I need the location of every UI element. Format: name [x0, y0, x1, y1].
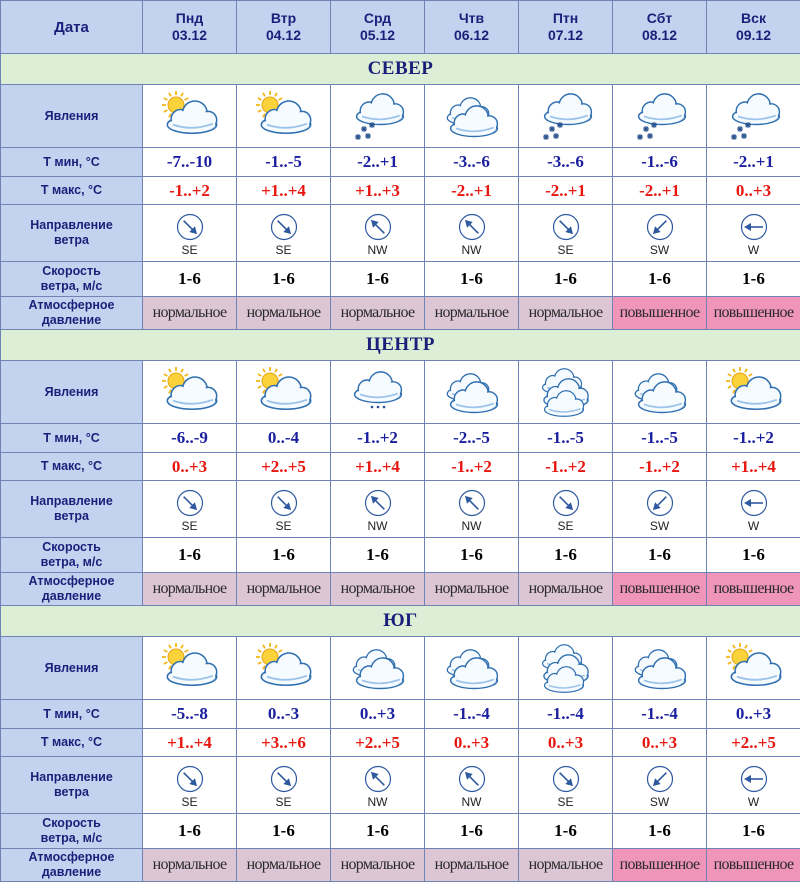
tmax-row: [1, 729, 800, 757]
tmax-value: 0..+3: [613, 729, 707, 757]
compass-arrow-icon: [143, 764, 236, 794]
pressure-value: нормальное: [143, 573, 237, 606]
tmax-value: 0..+3: [143, 453, 237, 481]
row-label: [1, 729, 143, 757]
wind-speed-value: 1-6: [237, 538, 331, 573]
tmin-value: -1..-6: [613, 148, 707, 177]
day-of-week: Сбт: [647, 10, 672, 26]
row-label-text: Атмосферное: [29, 298, 115, 312]
wind-speed-value: 1-6: [519, 814, 613, 849]
compass-arrow-icon: [331, 212, 424, 242]
tmin-value: -1..-5: [519, 424, 613, 453]
row-label-text: ветра: [54, 233, 89, 247]
partly-cloudy-icon: [237, 641, 330, 695]
overcast-icon: [519, 641, 612, 695]
wind-direction-cell: [143, 481, 237, 538]
wind-direction-cell: [143, 757, 237, 814]
wind-speed-value: 1-6: [613, 538, 707, 573]
row-label: [1, 85, 143, 148]
compass-arrow-icon: [613, 488, 706, 518]
pressure-value: нормальное: [331, 297, 425, 330]
cloud-light-snow-icon: [331, 365, 424, 419]
region-header-row: [1, 54, 800, 85]
day-of-week: Птн: [553, 10, 578, 26]
row-label: [1, 757, 143, 814]
compass-arrow-icon: [143, 212, 236, 242]
day-date: 09.12: [736, 27, 771, 43]
row-label: [1, 481, 143, 538]
row-label-text: ветра, м/с: [41, 831, 103, 845]
wind-speed-value: 1-6: [519, 262, 613, 297]
wind-direction-label: SE: [143, 243, 236, 257]
weather-cell: [425, 85, 519, 148]
tmin-value: 0..-3: [237, 700, 331, 729]
tmax-value: -2..+1: [613, 177, 707, 205]
tmin-value: 0..-4: [237, 424, 331, 453]
weather-cell: [707, 637, 800, 700]
tmin-value: -1..-4: [519, 700, 613, 729]
tmax-row: [1, 453, 800, 481]
compass-arrow-icon: [237, 764, 330, 794]
wind-direction-cell: [613, 481, 707, 538]
day-header: [425, 1, 519, 54]
cloudy-icon: [425, 641, 518, 695]
weather-cell: [143, 637, 237, 700]
row-label-text: Направление: [30, 218, 113, 232]
partly-cloudy-icon: [143, 89, 236, 143]
tmin-value: -1..+2: [707, 424, 800, 453]
wind-speed-value: 1-6: [707, 538, 800, 573]
wind-speed-value: 1-6: [519, 538, 613, 573]
tmax-value: 0..+3: [707, 177, 800, 205]
cloudy-icon: [613, 365, 706, 419]
compass-arrow-icon: [707, 212, 800, 242]
pressure-value: повышенное: [707, 297, 800, 330]
wind-direction-label: W: [707, 795, 800, 809]
row-label: [1, 361, 143, 424]
wind-direction-label: W: [707, 243, 800, 257]
partly-cloudy-icon: [237, 89, 330, 143]
wind-direction-cell: [707, 205, 800, 262]
day-of-week: Вск: [741, 10, 766, 26]
wind-direction-cell: [613, 757, 707, 814]
compass-arrow-icon: [331, 488, 424, 518]
weather-cell: [331, 85, 425, 148]
day-header: [613, 1, 707, 54]
tmin-value: -1..-5: [237, 148, 331, 177]
phenomena-row: [1, 637, 800, 700]
row-label: [1, 637, 143, 700]
wind-direction-label: SE: [143, 795, 236, 809]
row-label-text: Скорость: [42, 540, 101, 554]
tmin-value: -3..-6: [425, 148, 519, 177]
day-of-week: Втр: [271, 10, 296, 26]
row-label-text: давление: [42, 865, 101, 879]
weather-cell: [237, 85, 331, 148]
pressure-value: нормальное: [425, 849, 519, 882]
compass-arrow-icon: [613, 212, 706, 242]
day-header: [143, 1, 237, 54]
wind-speed-row: [1, 262, 800, 297]
tmax-value: +3..+6: [237, 729, 331, 757]
day-date: 03.12: [172, 27, 207, 43]
row-label-text: Т мин, °С: [43, 707, 100, 721]
wind-direction-label: NW: [331, 795, 424, 809]
wind-speed-value: 1-6: [331, 538, 425, 573]
wind-direction-label: SW: [613, 243, 706, 257]
region-title: СЕВЕР: [1, 54, 800, 85]
header-row: [1, 1, 800, 54]
tmax-value: +1..+4: [143, 729, 237, 757]
tmax-value: -1..+2: [425, 453, 519, 481]
tmax-value: +1..+4: [331, 453, 425, 481]
row-label: [1, 453, 143, 481]
wind-speed-value: 1-6: [707, 814, 800, 849]
wind-direction-row: [1, 757, 800, 814]
wind-direction-label: NW: [425, 243, 518, 257]
partly-cloudy-icon: [143, 365, 236, 419]
pressure-value: нормальное: [143, 297, 237, 330]
tmax-value: -2..+1: [519, 177, 613, 205]
wind-speed-value: 1-6: [143, 538, 237, 573]
pressure-value: повышенное: [707, 573, 800, 606]
day-of-week: Срд: [364, 10, 391, 26]
day-header: [519, 1, 613, 54]
day-date: 06.12: [454, 27, 489, 43]
row-label-text: Явления: [45, 385, 99, 399]
cloudy-icon: [613, 641, 706, 695]
wind-direction-cell: [707, 481, 800, 538]
pressure-value: нормальное: [425, 573, 519, 606]
weather-cell: [425, 637, 519, 700]
cloud-snow-icon: [519, 89, 612, 143]
row-label: [1, 849, 143, 882]
row-label-text: давление: [42, 313, 101, 327]
wind-speed-row: [1, 538, 800, 573]
tmax-value: 0..+3: [425, 729, 519, 757]
weather-cell: [519, 361, 613, 424]
row-label: [1, 700, 143, 729]
row-label: [1, 177, 143, 205]
tmax-row: [1, 177, 800, 205]
row-label: [1, 573, 143, 606]
wind-speed-value: 1-6: [425, 814, 519, 849]
wind-direction-row: [1, 481, 800, 538]
day-date: 05.12: [360, 27, 395, 43]
wind-direction-label: W: [707, 519, 800, 533]
compass-arrow-icon: [707, 488, 800, 518]
compass-arrow-icon: [425, 488, 518, 518]
tmin-value: -2..+1: [707, 148, 800, 177]
row-label: [1, 205, 143, 262]
wind-direction-cell: [237, 205, 331, 262]
row-label: [1, 148, 143, 177]
pressure-value: нормальное: [331, 849, 425, 882]
row-label-text: ветра, м/с: [41, 279, 103, 293]
row-label-text: ветра: [54, 785, 89, 799]
tmax-value: +1..+4: [707, 453, 800, 481]
tmin-value: 0..+3: [707, 700, 800, 729]
wind-direction-label: SE: [519, 795, 612, 809]
weather-cell: [331, 637, 425, 700]
wind-speed-value: 1-6: [613, 262, 707, 297]
pressure-value: нормальное: [143, 849, 237, 882]
pressure-value: повышенное: [707, 849, 800, 882]
weather-cell: [237, 637, 331, 700]
tmin-value: -7..-10: [143, 148, 237, 177]
day-header: [237, 1, 331, 54]
date-column-header: Дата: [1, 1, 143, 54]
tmin-row: [1, 700, 800, 729]
wind-speed-row: [1, 814, 800, 849]
region-title: ЮГ: [1, 606, 800, 637]
wind-speed-value: 1-6: [425, 262, 519, 297]
tmin-value: -1..-5: [613, 424, 707, 453]
wind-speed-value: 1-6: [237, 814, 331, 849]
wind-direction-cell: [613, 205, 707, 262]
wind-speed-value: 1-6: [331, 262, 425, 297]
weather-cell: [707, 361, 800, 424]
compass-arrow-icon: [425, 764, 518, 794]
region-title: ЦЕНТР: [1, 330, 800, 361]
cloud-snow-icon: [331, 89, 424, 143]
weather-cell: [613, 361, 707, 424]
wind-speed-value: 1-6: [425, 538, 519, 573]
tmax-value: +1..+4: [237, 177, 331, 205]
weather-cell: [707, 85, 800, 148]
wind-speed-value: 1-6: [143, 814, 237, 849]
tmax-value: -1..+2: [613, 453, 707, 481]
wind-direction-cell: [425, 757, 519, 814]
wind-direction-cell: [331, 205, 425, 262]
tmin-value: -1..-4: [425, 700, 519, 729]
wind-direction-cell: [237, 757, 331, 814]
cloud-snow-icon: [707, 89, 800, 143]
tmax-value: 0..+3: [519, 729, 613, 757]
day-date: 08.12: [642, 27, 677, 43]
compass-arrow-icon: [707, 764, 800, 794]
tmin-value: -1..+2: [331, 424, 425, 453]
wind-direction-label: NW: [425, 519, 518, 533]
pressure-value: нормальное: [519, 573, 613, 606]
wind-direction-cell: [519, 205, 613, 262]
weather-cell: [425, 361, 519, 424]
pressure-value: нормальное: [237, 849, 331, 882]
day-header: [707, 1, 800, 54]
compass-arrow-icon: [519, 212, 612, 242]
tmin-row: [1, 148, 800, 177]
wind-direction-label: SE: [237, 795, 330, 809]
wind-speed-value: 1-6: [143, 262, 237, 297]
pressure-value: повышенное: [613, 297, 707, 330]
row-label-text: Явления: [45, 661, 99, 675]
compass-arrow-icon: [519, 764, 612, 794]
partly-cloudy-icon: [237, 365, 330, 419]
row-label-text: Атмосферное: [29, 850, 115, 864]
weather-cell: [613, 637, 707, 700]
row-label-text: Т макс, °С: [41, 459, 102, 473]
tmin-row: [1, 424, 800, 453]
weather-cell: [331, 361, 425, 424]
wind-direction-cell: [143, 205, 237, 262]
tmax-value: +2..+5: [237, 453, 331, 481]
wind-direction-label: SE: [237, 243, 330, 257]
row-label: [1, 538, 143, 573]
row-label-text: Скорость: [42, 264, 101, 278]
day-date: 07.12: [548, 27, 583, 43]
compass-arrow-icon: [237, 488, 330, 518]
wind-direction-label: SE: [519, 519, 612, 533]
wind-speed-value: 1-6: [331, 814, 425, 849]
row-label-text: Т макс, °С: [41, 735, 102, 749]
tmax-value: +2..+5: [331, 729, 425, 757]
pressure-value: нормальное: [519, 849, 613, 882]
wind-direction-cell: [331, 757, 425, 814]
phenomena-row: [1, 85, 800, 148]
pressure-row: [1, 849, 800, 882]
tmax-value: -1..+2: [143, 177, 237, 205]
partly-cloudy-icon: [707, 365, 800, 419]
weather-cell: [519, 85, 613, 148]
region-header-row: [1, 330, 800, 361]
wind-speed-value: 1-6: [707, 262, 800, 297]
wind-direction-label: SW: [613, 795, 706, 809]
wind-direction-label: SE: [519, 243, 612, 257]
cloudy-icon: [425, 89, 518, 143]
wind-direction-cell: [425, 481, 519, 538]
wind-direction-label: NW: [425, 795, 518, 809]
row-label-text: ветра: [54, 509, 89, 523]
tmax-value: +2..+5: [707, 729, 800, 757]
day-of-week: Чтв: [459, 10, 484, 26]
pressure-value: повышенное: [613, 849, 707, 882]
row-label-text: Атмосферное: [29, 574, 115, 588]
row-label: [1, 424, 143, 453]
phenomena-row: [1, 361, 800, 424]
tmin-value: -2..-5: [425, 424, 519, 453]
wind-direction-cell: [519, 757, 613, 814]
wind-direction-cell: [425, 205, 519, 262]
tmax-value: +1..+3: [331, 177, 425, 205]
pressure-row: [1, 297, 800, 330]
cloudy-icon: [331, 641, 424, 695]
row-label: [1, 814, 143, 849]
wind-direction-cell: [707, 757, 800, 814]
weather-cell: [143, 361, 237, 424]
pressure-value: нормальное: [519, 297, 613, 330]
row-label-text: ветра, м/с: [41, 555, 103, 569]
row-label-text: давление: [42, 589, 101, 603]
row-label-text: Т макс, °С: [41, 183, 102, 197]
pressure-value: нормальное: [237, 297, 331, 330]
day-date: 04.12: [266, 27, 301, 43]
wind-speed-value: 1-6: [613, 814, 707, 849]
pressure-value: нормальное: [237, 573, 331, 606]
pressure-value: нормальное: [425, 297, 519, 330]
pressure-row: [1, 573, 800, 606]
pressure-value: повышенное: [613, 573, 707, 606]
day-of-week: Пнд: [176, 10, 203, 26]
compass-arrow-icon: [519, 488, 612, 518]
tmin-value: -1..-4: [613, 700, 707, 729]
wind-direction-row: [1, 205, 800, 262]
partly-cloudy-icon: [707, 641, 800, 695]
wind-direction-cell: [237, 481, 331, 538]
compass-arrow-icon: [143, 488, 236, 518]
wind-direction-cell: [331, 481, 425, 538]
pressure-value: нормальное: [331, 573, 425, 606]
compass-arrow-icon: [331, 764, 424, 794]
weather-cell: [613, 85, 707, 148]
wind-direction-label: SE: [237, 519, 330, 533]
row-label-text: Направление: [30, 770, 113, 784]
wind-direction-label: NW: [331, 243, 424, 257]
compass-arrow-icon: [425, 212, 518, 242]
cloudy-icon: [425, 365, 518, 419]
wind-direction-cell: [519, 481, 613, 538]
wind-direction-label: NW: [331, 519, 424, 533]
row-label: [1, 297, 143, 330]
cloud-snow-icon: [613, 89, 706, 143]
compass-arrow-icon: [613, 764, 706, 794]
row-label-text: Направление: [30, 494, 113, 508]
tmin-value: 0..+3: [331, 700, 425, 729]
weather-cell: [143, 85, 237, 148]
tmax-value: -1..+2: [519, 453, 613, 481]
weather-cell: [237, 361, 331, 424]
row-label-text: Т мин, °С: [43, 431, 100, 445]
row-label-text: Явления: [45, 109, 99, 123]
partly-cloudy-icon: [143, 641, 236, 695]
wind-direction-label: SE: [143, 519, 236, 533]
wind-speed-value: 1-6: [237, 262, 331, 297]
row-label: [1, 262, 143, 297]
region-header-row: [1, 606, 800, 637]
wind-direction-label: SW: [613, 519, 706, 533]
overcast-icon: [519, 365, 612, 419]
compass-arrow-icon: [237, 212, 330, 242]
tmin-value: -6..-9: [143, 424, 237, 453]
row-label-text: Т мин, °С: [43, 155, 100, 169]
weather-cell: [519, 637, 613, 700]
tmin-value: -2..+1: [331, 148, 425, 177]
day-header: [331, 1, 425, 54]
tmin-value: -5..-8: [143, 700, 237, 729]
tmax-value: -2..+1: [425, 177, 519, 205]
tmin-value: -3..-6: [519, 148, 613, 177]
row-label-text: Скорость: [42, 816, 101, 830]
